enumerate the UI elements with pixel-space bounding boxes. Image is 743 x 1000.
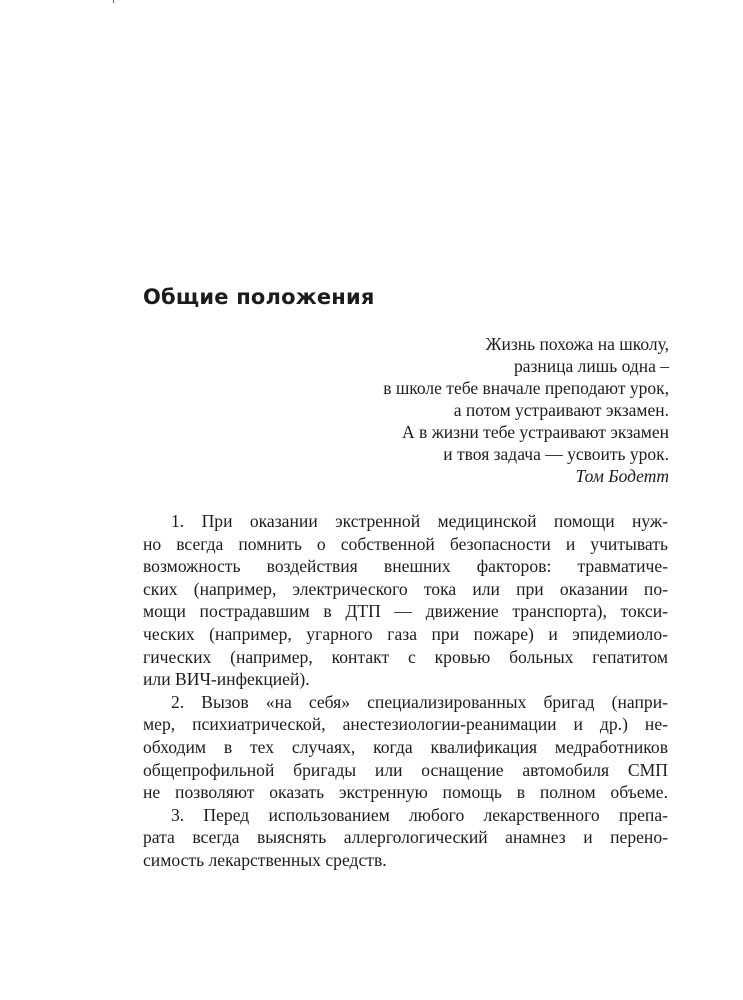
text-line: общепрофильной бригады или оснащение автомобиля СМП (143, 759, 668, 780)
text-line: ческих (например, угарного газа при пожаре) и эпидемиоло- (143, 623, 668, 644)
epigraph-line: А в жизни тебе устраивают экзамен (402, 422, 669, 442)
text-line: 2. Вызов «на себя» специализированных бригад (напри- (171, 691, 668, 712)
text-line: или ВИЧ-инфекцией). (143, 669, 310, 690)
text-line: рата всегда выяснять аллергологический анамнез и перено- (143, 827, 668, 848)
text-line: 3. Перед использованием любого лекарственного препа- (171, 804, 668, 825)
paragraph-3 (143, 804, 668, 872)
body-text (143, 510, 668, 872)
text-line: но всегда помнить о собственной безопасности и учитывать (143, 533, 668, 554)
section-title: Общие положения (143, 285, 375, 309)
epigraph-line: а потом устраивают экзамен. (453, 400, 669, 420)
crop-mark (113, 0, 114, 3)
text-line: гических (например, контакт с кровью больных гепатитом (143, 646, 668, 667)
epigraph-author: Том Бодетт (575, 466, 669, 486)
text-line: возможность воздействия внешних факторов: травматиче- (143, 556, 668, 577)
text-line: мер, психиатрической, анестезиологии-реанимации и др.) не- (143, 714, 668, 735)
epigraph-line: разница лишь одна – (513, 356, 669, 376)
text-line: мощи пострадавшим в ДТП — движение транспорта), токси- (143, 601, 668, 622)
epigraph (309, 333, 669, 487)
text-line: ских (например, электрического тока или при оказании по- (143, 578, 668, 599)
epigraph-line: и твоя задача — усвоить урок. (443, 444, 669, 464)
paragraph-2 (143, 691, 668, 804)
paragraph-1 (143, 510, 668, 691)
epigraph-line: в школе тебе вначале преподают урок, (383, 378, 669, 398)
text-line: 1. При оказании экстренной медицинской помощи нуж- (171, 511, 668, 531)
text-line: не позволяют оказать экстренную помощь в полном объеме. (143, 782, 668, 803)
text-line: симость лекарственных средств. (143, 849, 387, 870)
text-line: обходим в тех случаях, когда квалификация медработников (143, 736, 668, 757)
epigraph-line: Жизнь похожа на школу, (485, 334, 669, 354)
